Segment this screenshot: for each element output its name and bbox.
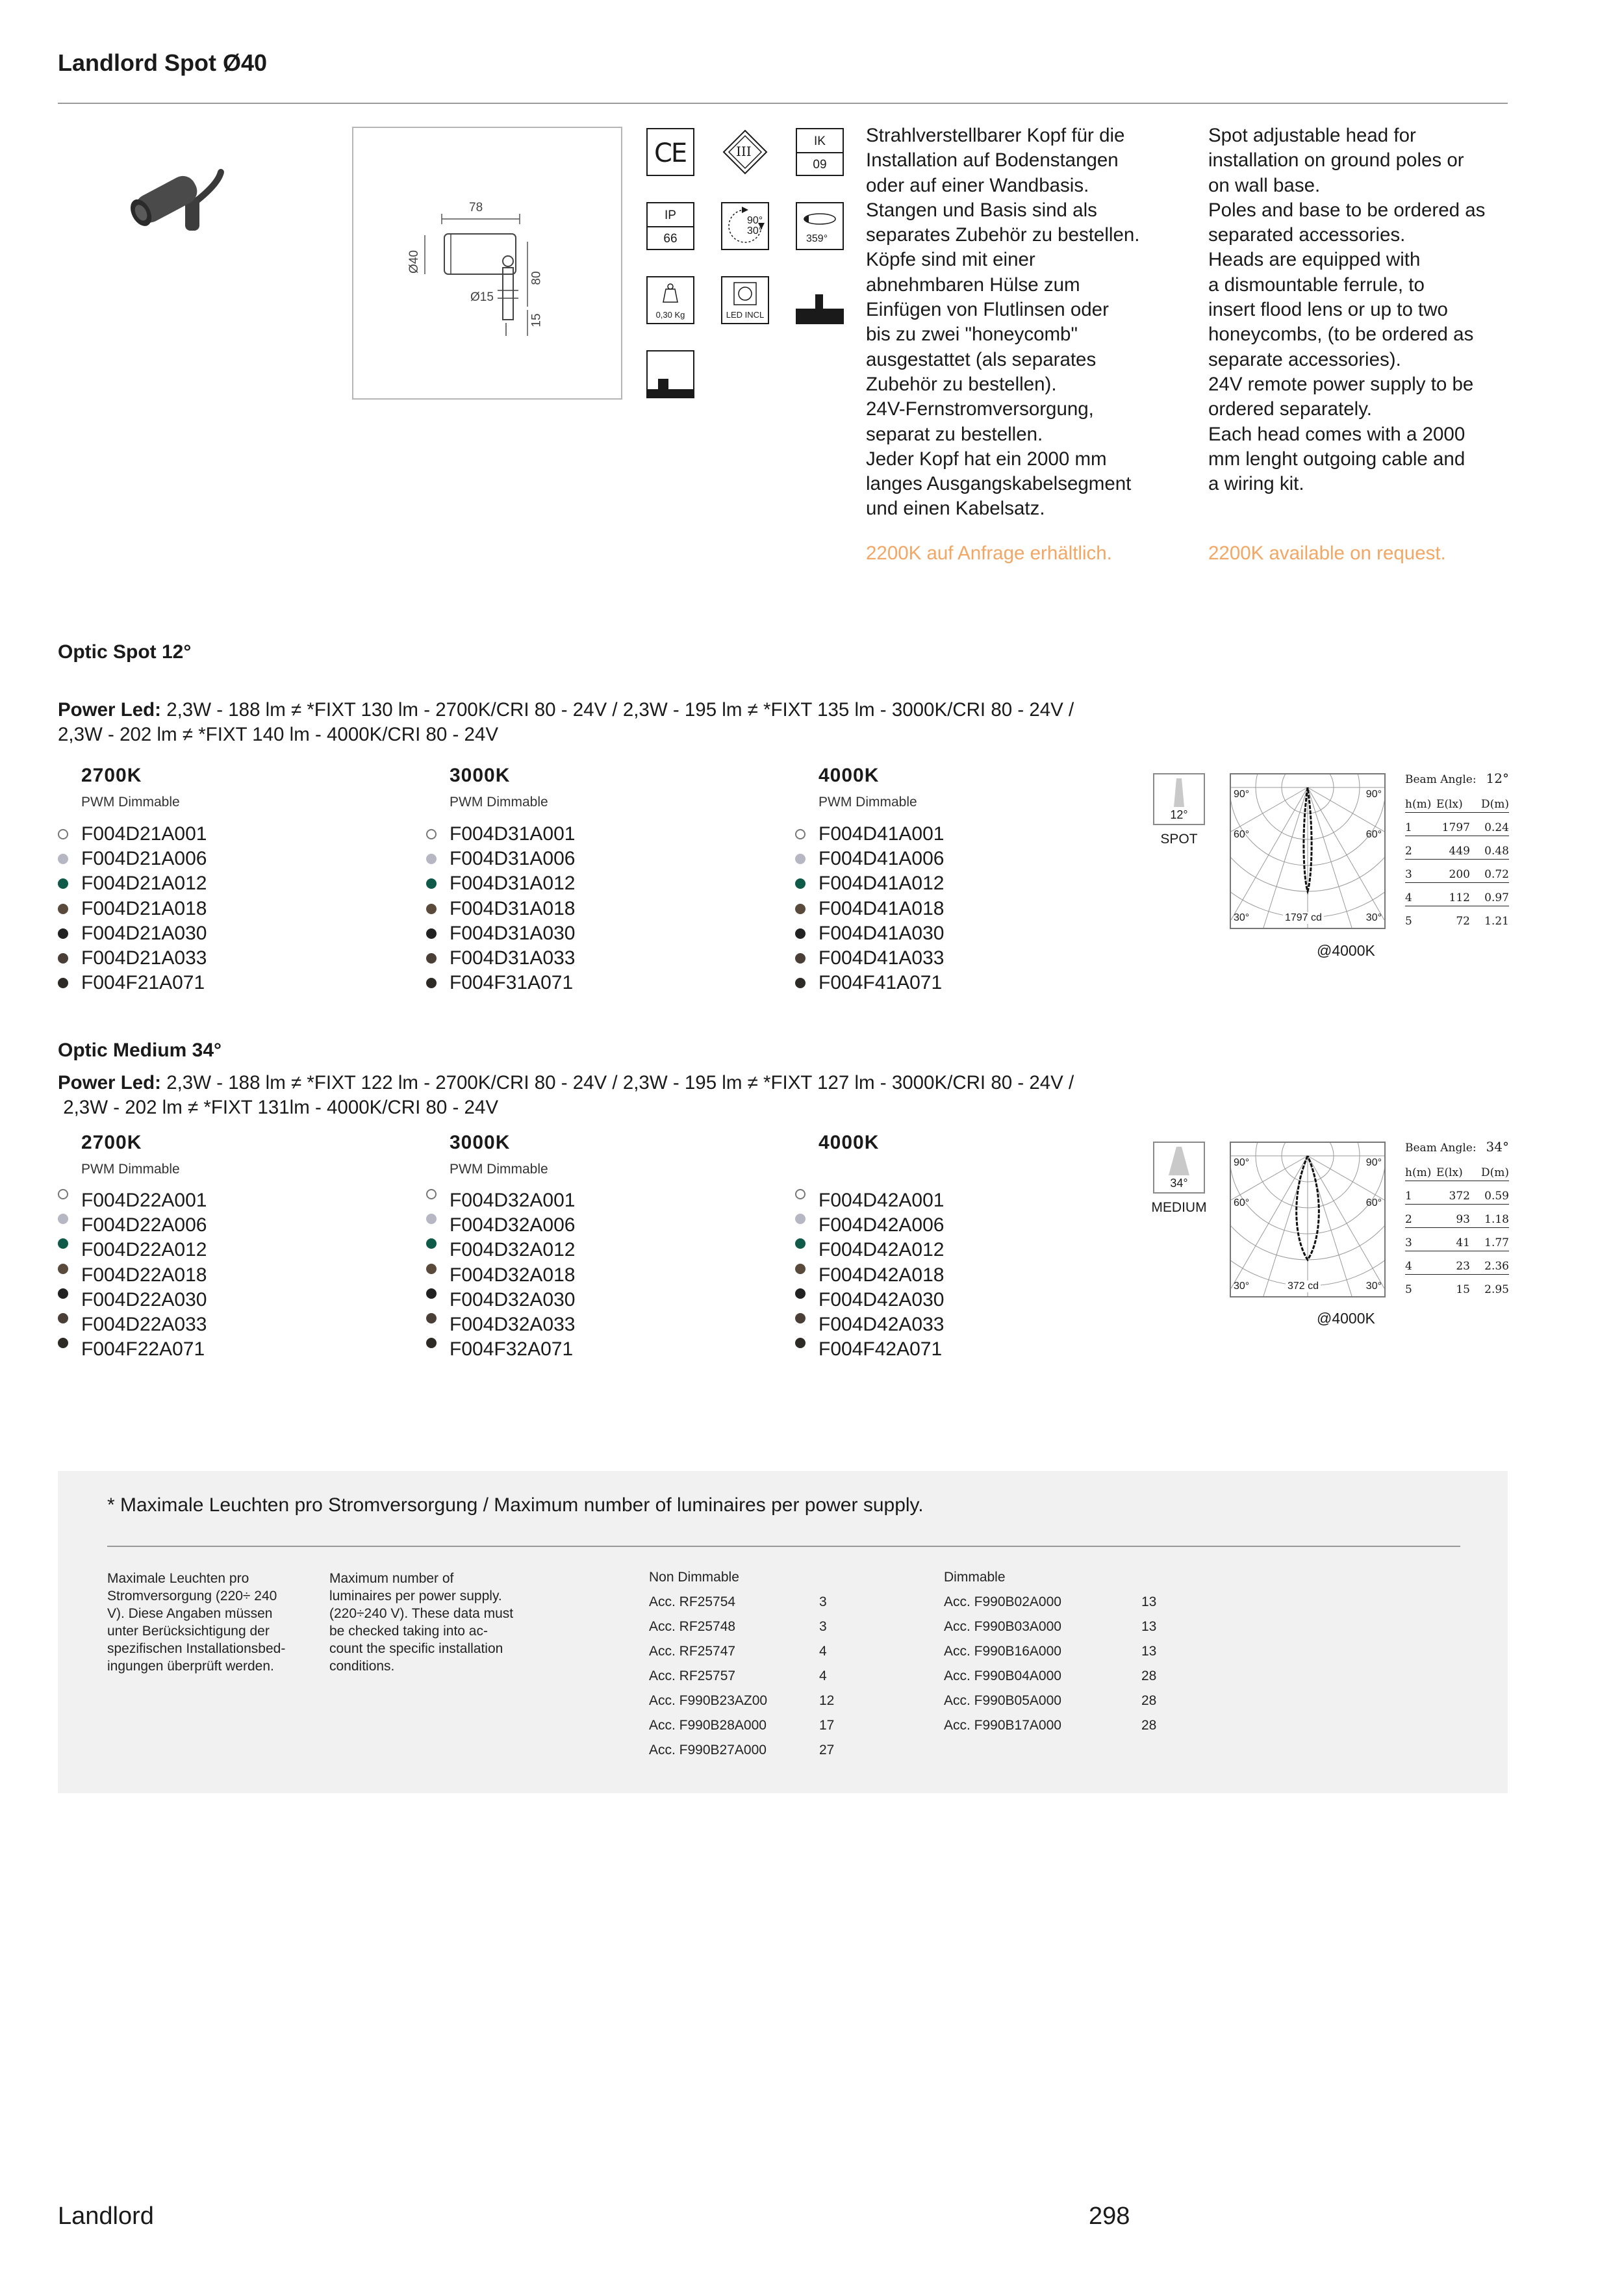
power-led-spot: [58, 698, 1074, 747]
codes-column-4000k-medium: [818, 1132, 879, 1154]
codes-column-3000k-medium: [450, 1132, 548, 1177]
description-en-line: mm lenght outgoing cable and: [1208, 448, 1465, 470]
description-de-line: oder auf einer Wandbasis.: [866, 174, 1089, 196]
list-item[interactable]: F004D32A012: [426, 1238, 575, 1262]
list-item[interactable]: F004D21A018: [58, 897, 207, 921]
kelvin-label: 3000K: [450, 765, 511, 786]
list-item[interactable]: F004D31A018: [426, 897, 575, 921]
ground-mount-icon: [796, 276, 844, 324]
finish-swatch: [426, 829, 437, 839]
beam-medium-label: MEDIUM: [1151, 1200, 1207, 1215]
kelvin-label: 4000K: [818, 1132, 880, 1153]
finish-swatch: [58, 1238, 68, 1249]
table-row: Acc. F990B28A000 17: [649, 1718, 835, 1733]
non-dimmable-table: [649, 1594, 835, 1767]
page-number: 298: [1089, 2203, 1130, 2230]
list-item[interactable]: F004D32A030: [426, 1288, 575, 1312]
beam-angle-label: Beam Angle:: [1405, 1142, 1477, 1155]
kelvin-label: 2700K: [81, 1132, 142, 1153]
finish-swatch: [795, 953, 806, 964]
code-list: [795, 1188, 944, 1362]
pwm-label: PWM Dimmable: [81, 795, 180, 810]
pwm-label: PWM Dimmable: [818, 795, 917, 810]
finish-swatch: [795, 1189, 806, 1199]
table-row: Acc. F990B03A000 13: [944, 1619, 1157, 1634]
product-photo: [120, 159, 237, 244]
polar-temp-spot: @4000K: [1317, 942, 1375, 959]
power-led-medium: [58, 1071, 1074, 1120]
table-row: Acc. RF25747 4: [649, 1644, 827, 1659]
list-item[interactable]: F004D21A012: [58, 871, 207, 896]
description-de-line: Einfügen von Flutlinsen oder: [866, 299, 1109, 321]
list-item[interactable]: F004D21A030: [58, 921, 207, 946]
finish-swatch: [795, 1214, 806, 1224]
description-de-line: langes Ausgangskabelsegment: [866, 473, 1132, 495]
power-supply-heading: * Maximale Leuchten pro Stromversorgung / Maximum number of luminaires per power supply.: [107, 1494, 924, 1516]
kelvin-label: 3000K: [450, 1132, 511, 1153]
list-item[interactable]: F004D31A006: [426, 847, 575, 871]
table-row: Acc. RF25748 3: [649, 1619, 827, 1634]
list-item[interactable]: F004D42A033: [795, 1312, 944, 1337]
description-en-line: a wiring kit.: [1208, 473, 1304, 495]
beam-spot-label: SPOT: [1160, 832, 1198, 847]
list-item[interactable]: F004F21A071: [58, 971, 207, 995]
finish-swatch: [426, 1288, 437, 1299]
list-item[interactable]: F004D42A018: [795, 1263, 944, 1288]
dim-width: 78: [469, 201, 483, 214]
dim-height: 80: [529, 271, 544, 285]
description-en-line: Each head comes with a 2000: [1208, 423, 1465, 445]
table-row: Acc. F990B16A000 13: [944, 1644, 1157, 1659]
description-de-line: separat zu bestellen.: [866, 423, 1043, 445]
dim-diameter: Ø40: [407, 250, 421, 274]
code-list: [58, 1188, 207, 1362]
power-supply-note-de: Maximale Leuchten pro Stromversorgung (220÷ 240 V). Diese Angaben müssen unter Berücksichtigung der spezifischen Installationsbed- ingungen überprüft werden.: [107, 1571, 286, 1674]
list-item[interactable]: F004D31A033: [426, 946, 575, 971]
description-en-line: a dismountable ferrule, to: [1208, 274, 1425, 296]
finish-swatch: [426, 1313, 437, 1323]
description-de-line: Strahlverstellbarer Kopf für die: [866, 125, 1125, 146]
table-row: Acc. F990B17A000 28: [944, 1718, 1157, 1733]
code-list: [426, 1188, 575, 1362]
list-item[interactable]: F004F22A071: [58, 1337, 207, 1362]
finish-swatch: [58, 953, 68, 964]
codes-column-2700k-spot: [81, 765, 180, 810]
description-en-line: honeycombs, (to be ordered as: [1208, 324, 1474, 346]
list-item[interactable]: F004D31A030: [426, 921, 575, 946]
description-de: [866, 123, 1139, 522]
list-item[interactable]: F004D42A012: [795, 1238, 944, 1262]
description-de-line: separates Zubehör zu bestellen.: [866, 224, 1140, 246]
list-item[interactable]: F004D41A033: [795, 946, 944, 971]
codes-column-2700k-medium: [81, 1132, 180, 1177]
beam-spot-icon: 12°: [1153, 773, 1205, 825]
ce-mark-icon: CE: [646, 128, 694, 176]
description-en-line: separated accessories.: [1208, 224, 1406, 246]
section-title-spot: Optic Spot 12°: [58, 641, 192, 663]
description-en-line: on wall base.: [1208, 174, 1321, 196]
code-list: [58, 822, 207, 995]
finish-swatch: [426, 878, 437, 889]
finish-swatch: [58, 1338, 68, 1348]
description-en: [1208, 123, 1485, 496]
kelvin-label: 4000K: [818, 765, 880, 786]
list-item[interactable]: F004D41A012: [795, 871, 944, 896]
list-item[interactable]: F004D22A018: [58, 1263, 207, 1288]
code-list: [426, 822, 575, 995]
description-de-line: und einen Kabelsatz.: [866, 498, 1045, 520]
finish-swatch: [795, 1264, 806, 1274]
finish-swatch: [58, 1288, 68, 1299]
non-dimmable-title: Non Dimmable: [649, 1570, 739, 1585]
finish-swatch: [58, 978, 68, 988]
note-2200k-de: 2200K auf Anfrage erhältlich.: [866, 543, 1112, 564]
pwm-label: PWM Dimmable: [450, 1162, 548, 1177]
finish-swatch: [795, 829, 806, 839]
dim-base-height: 15: [529, 313, 544, 327]
finish-swatch: [58, 854, 68, 864]
description-en-line: separate accessories).: [1208, 348, 1401, 370]
polar-diagram-spot: 90° 90° 60° 60° 30° 30° 1797 cd: [1230, 773, 1386, 929]
list-item[interactable]: F004D42A006: [795, 1213, 944, 1238]
finish-swatch: [795, 854, 806, 864]
description-de-line: Stangen und Basis sind als: [866, 199, 1097, 221]
finish-swatch: [426, 1264, 437, 1274]
page-title: Landlord Spot Ø40: [58, 49, 268, 76]
finish-swatch: [426, 904, 437, 914]
table-row: Acc. F990B04A000 28: [944, 1668, 1157, 1683]
dimmable-title: Dimmable: [944, 1570, 1006, 1585]
class-iii-icon: III: [721, 128, 769, 176]
list-item[interactable]: F004D22A030: [58, 1288, 207, 1312]
list-item[interactable]: F004D22A033: [58, 1312, 207, 1337]
list-item[interactable]: F004D31A001: [426, 822, 575, 847]
polar-diagram-medium: 90° 90° 60° 60° 30° 30° 372 cd: [1230, 1142, 1386, 1297]
list-item[interactable]: F004D31A012: [426, 871, 575, 896]
finish-swatch: [795, 1288, 806, 1299]
list-item[interactable]: F004D32A006: [426, 1213, 575, 1238]
finish-swatch: [795, 978, 806, 988]
power-line: 2,3W - 202 lm ≠ *FIXT 131lm - 4000K/CRI 80 - 24V: [58, 1097, 499, 1118]
list-item[interactable]: F004D42A001: [795, 1188, 944, 1213]
power-line: 2,3W - 202 lm ≠ *FIXT 140 lm - 4000K/CRI 80 - 24V: [58, 724, 499, 745]
beam-medium-icon: 34°: [1153, 1142, 1205, 1194]
beam-angle-value: 12°: [1486, 771, 1509, 786]
list-item[interactable]: F004D42A030: [795, 1288, 944, 1312]
list-item[interactable]: F004F31A071: [426, 971, 575, 995]
list-item[interactable]: F004D41A006: [795, 847, 944, 871]
list-item[interactable]: F004D22A012: [58, 1238, 207, 1262]
description-de-line: Jeder Kopf hat ein 2000 mm: [866, 448, 1107, 470]
dim-base-diameter: Ø15: [470, 290, 494, 304]
power-supply-divider: [107, 1546, 1460, 1547]
tilt-angle-icon: 90° 30°: [721, 202, 769, 250]
description-de-line: 24V-Fernstromversorgung,: [866, 398, 1094, 420]
top-divider: [58, 103, 1508, 104]
finish-swatch: [58, 1264, 68, 1274]
description-de-line: Köpfe sind mit einer: [866, 249, 1035, 271]
finish-swatch: [58, 1313, 68, 1323]
power-supply-panel: [58, 1471, 1508, 1793]
finish-swatch: [795, 1238, 806, 1249]
power-led-label: Power Led:: [58, 1072, 161, 1093]
code-list: [795, 822, 944, 995]
description-en-line: insert flood lens or up to two: [1208, 299, 1448, 321]
finish-swatch: [58, 904, 68, 914]
finish-swatch: [795, 878, 806, 889]
beam-table-spot: Beam Angle: 12° h(m) E(lx) D(m) 1 1797 0.24 2 449 0.48 3 200 0.72 4 112 0.97 5 72 1.21: [1405, 771, 1509, 928]
description-de-line: abnehmbaren Hülse zum: [866, 274, 1080, 296]
beam-angle-value: 34°: [1486, 1139, 1509, 1155]
table-row: Acc. F990B27A000 27: [649, 1743, 835, 1757]
power-line: 2,3W - 188 lm ≠ *FIXT 122 lm - 2700K/CRI 80 - 24V / 2,3W - 195 lm ≠ *FIXT 127 lm - 3000K/CRI 80 - 24V /: [166, 1072, 1074, 1093]
description-de-line: bis zu zwei "honeycomb": [866, 324, 1078, 346]
section-title-medium: Optic Medium 34°: [58, 1040, 222, 1061]
technical-drawing: [352, 127, 622, 400]
list-item[interactable]: F004D41A018: [795, 897, 944, 921]
finish-swatch: [795, 1338, 806, 1348]
list-item[interactable]: F004D32A001: [426, 1188, 575, 1213]
description-en-line: Poles and base to be ordered as: [1208, 199, 1486, 221]
pwm-label: PWM Dimmable: [81, 1162, 180, 1177]
finish-swatch: [426, 1338, 437, 1348]
finish-swatch: [426, 1189, 437, 1199]
ip-rating-icon: IP 66: [646, 202, 694, 250]
list-item[interactable]: F004D21A001: [58, 822, 207, 847]
rotation-icon: 359°: [796, 202, 844, 250]
pwm-label: PWM Dimmable: [450, 795, 548, 810]
description-en-line: 24V remote power supply to be: [1208, 373, 1474, 395]
table-row: Acc. F990B02A000 13: [944, 1594, 1157, 1609]
list-item[interactable]: F004D32A018: [426, 1263, 575, 1288]
codes-column-3000k-spot: [450, 765, 548, 810]
power-line: 2,3W - 188 lm ≠ *FIXT 130 lm - 2700K/CRI 80 - 24V / 2,3W - 195 lm ≠ *FIXT 135 lm - 3000K/CRI 80 - 24V /: [166, 699, 1074, 721]
finish-swatch: [58, 829, 68, 839]
list-item[interactable]: F004D21A033: [58, 946, 207, 971]
finish-swatch: [426, 854, 437, 864]
list-item[interactable]: F004D41A001: [795, 822, 944, 847]
finish-swatch: [58, 1189, 68, 1199]
description-de-line: ausgestattet (als separates: [866, 348, 1097, 370]
description-en-line: Spot adjustable head for: [1208, 125, 1416, 146]
description-de-line: Zubehör zu bestellen).: [866, 373, 1057, 395]
led-included-icon: LED INCL: [721, 276, 769, 324]
finish-swatch: [795, 1313, 806, 1323]
codes-column-4000k-spot: [818, 765, 917, 810]
finish-swatch: [426, 978, 437, 988]
kelvin-label: 2700K: [81, 765, 142, 786]
note-2200k-en: 2200K available on request.: [1208, 543, 1446, 564]
finish-swatch: [58, 878, 68, 889]
finish-swatch: [795, 928, 806, 939]
power-led-label: Power Led:: [58, 699, 161, 721]
finish-swatch: [58, 1214, 68, 1224]
list-item[interactable]: F004F32A071: [426, 1337, 575, 1362]
table-row: Acc. F990B05A000 28: [944, 1693, 1157, 1708]
list-item[interactable]: F004D22A001: [58, 1188, 207, 1213]
weight-icon: 0,30 Kg: [646, 276, 694, 324]
description-en-line: ordered separately.: [1208, 398, 1372, 420]
polar-temp-medium: @4000K: [1317, 1310, 1375, 1327]
finish-swatch: [426, 953, 437, 964]
beam-angle-label: Beam Angle:: [1405, 773, 1477, 786]
list-item[interactable]: F004F42A071: [795, 1337, 944, 1362]
footer-collection-name: Landlord: [58, 2203, 154, 2230]
wall-mount-icon: [646, 350, 694, 398]
finish-swatch: [58, 928, 68, 939]
list-item[interactable]: F004D22A006: [58, 1213, 207, 1238]
table-row: Acc. F990B23AZ00 12: [649, 1693, 835, 1708]
table-row: Acc. RF25757 4: [649, 1668, 827, 1683]
finish-swatch: [426, 928, 437, 939]
finish-swatch: [795, 904, 806, 914]
ik-rating-icon: IK 09: [796, 128, 844, 176]
dimmable-table: [944, 1594, 1165, 1743]
list-item[interactable]: F004D41A030: [795, 921, 944, 946]
list-item[interactable]: F004D32A033: [426, 1312, 575, 1337]
description-en-line: Heads are equipped with: [1208, 249, 1421, 271]
list-item[interactable]: F004F41A071: [795, 971, 944, 995]
description-de-line: Installation auf Bodenstangen: [866, 149, 1119, 172]
finish-swatch: [426, 1238, 437, 1249]
list-item[interactable]: F004D21A006: [58, 847, 207, 871]
beam-table-medium: Beam Angle: 34° h(m) E(lx) D(m) 1 372 0.59 2 93 1.18 3 41 1.77 4 23 2.36 5 15 2.95: [1405, 1139, 1509, 1296]
table-row: Acc. RF25754 3: [649, 1594, 827, 1609]
description-en-line: installation on ground poles or: [1208, 149, 1464, 172]
finish-swatch: [426, 1214, 437, 1224]
power-supply-note-en: Maximum number of luminaires per power supply. (220÷240 V). These data must be checked taking into ac- count the specific installation conditions.: [329, 1571, 514, 1674]
